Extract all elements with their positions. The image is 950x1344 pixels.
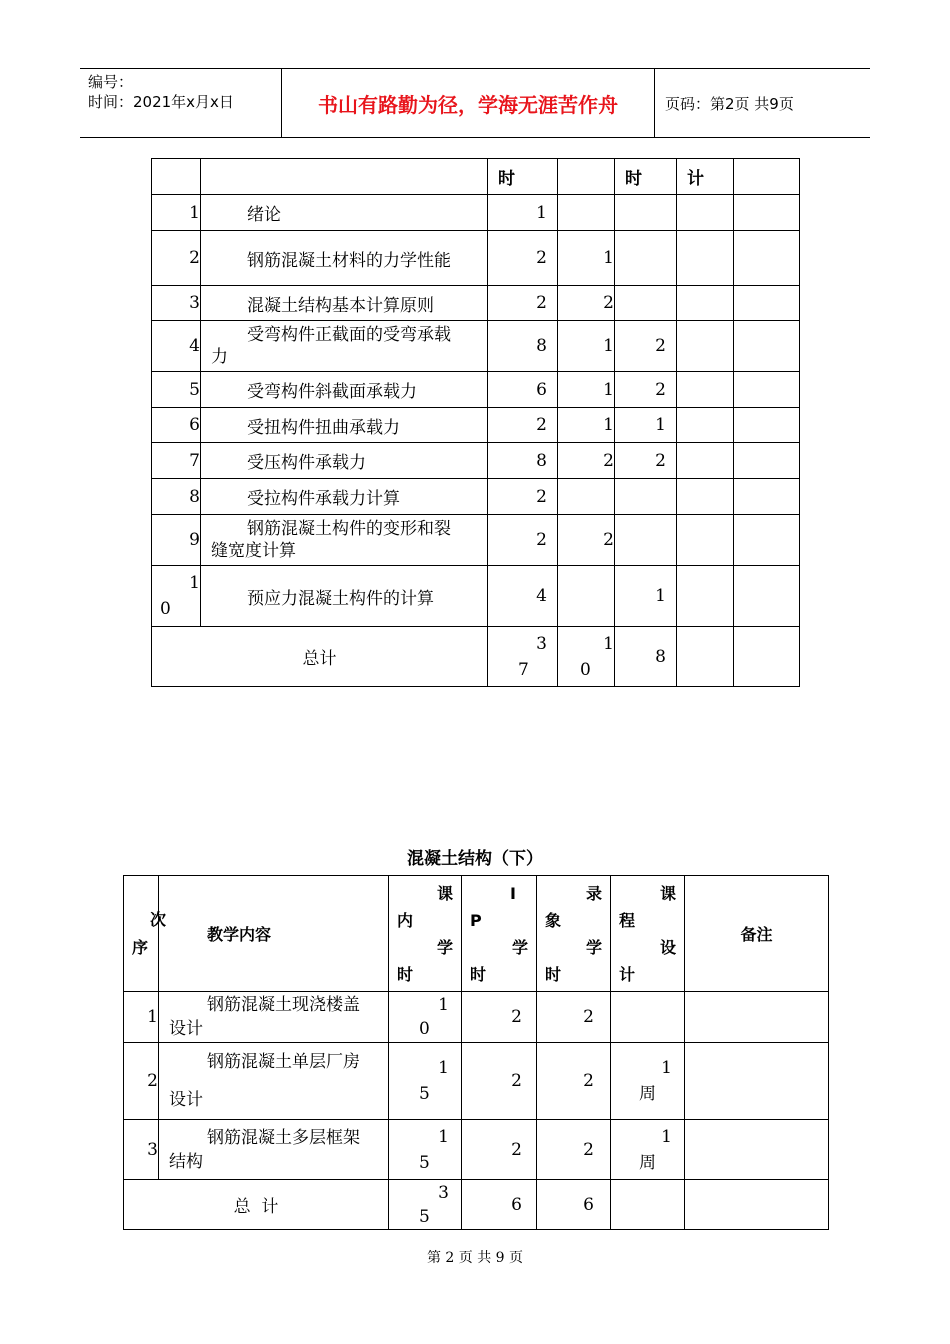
row-content: 受压构件承载力 <box>201 443 488 479</box>
row-number: 1 <box>124 992 159 1043</box>
row-content: 受弯构件正截面的受弯承载 力 <box>201 321 488 372</box>
header-remark: 备注 <box>685 876 829 992</box>
row-remark <box>685 1043 829 1120</box>
row-content: 受弯构件斜截面承载力 <box>201 372 488 408</box>
row-content: 钢筋混凝土构件的变形和裂 缝宽度计算 <box>201 515 488 566</box>
row-number: 2 <box>152 231 201 286</box>
row-value: 4 <box>488 566 558 627</box>
row-number: 9 <box>152 515 201 566</box>
row-cell <box>677 479 734 515</box>
table-row <box>152 479 800 515</box>
header-course-design: 课 程 设 计 <box>611 876 685 992</box>
row-value: 2 <box>488 515 558 566</box>
header-cell: 计 <box>677 159 734 195</box>
row-cell <box>734 515 800 566</box>
table-total-row <box>124 1180 829 1230</box>
row-ip: 2 <box>462 992 537 1043</box>
row-cell <box>677 443 734 479</box>
row-value: 1 <box>558 321 615 372</box>
header-cell <box>734 159 800 195</box>
table-row <box>152 321 800 372</box>
row-cell <box>677 566 734 627</box>
page-header <box>80 68 870 138</box>
row-value <box>615 195 677 231</box>
total-value: 1 0 <box>558 627 615 687</box>
row-content: 受扭构件扭曲承载力 <box>201 408 488 443</box>
header-order: 次 序 <box>124 876 159 992</box>
row-number: 5 <box>152 372 201 408</box>
total-ip: 6 <box>462 1180 537 1230</box>
table-row <box>124 1120 829 1180</box>
row-value: 2 <box>488 231 558 286</box>
table-header-row <box>124 876 829 992</box>
row-value <box>615 286 677 321</box>
table-row <box>152 443 800 479</box>
total-label: 总计 <box>152 627 488 687</box>
row-cell <box>677 286 734 321</box>
header-cell <box>201 159 488 195</box>
table-row <box>124 992 829 1043</box>
row-value: 2 <box>488 408 558 443</box>
row-value <box>615 515 677 566</box>
row-number: 3 <box>152 286 201 321</box>
row-cell <box>677 408 734 443</box>
row-value: 6 <box>488 372 558 408</box>
row-cell <box>734 566 800 627</box>
table-row <box>152 195 800 231</box>
row-video: 2 <box>537 1120 611 1180</box>
table-row <box>152 408 800 443</box>
row-cell <box>734 321 800 372</box>
total-label: 总 计 <box>124 1180 389 1230</box>
row-value: 1 <box>615 408 677 443</box>
row-cell <box>734 231 800 286</box>
course-hours-table-lower <box>123 875 829 1230</box>
row-number: 3 <box>124 1120 159 1180</box>
row-value <box>615 479 677 515</box>
row-cell <box>734 408 800 443</box>
header-ip-hours: I P 学 时 <box>462 876 537 992</box>
header-meta <box>80 69 282 137</box>
row-number: 2 <box>124 1043 159 1120</box>
number-label: 编号： <box>88 73 134 91</box>
total-value: 8 <box>615 627 677 687</box>
row-cell <box>734 195 800 231</box>
row-cell <box>677 627 734 687</box>
row-design <box>611 992 685 1043</box>
row-value: 1 <box>615 566 677 627</box>
total-video: 6 <box>537 1180 611 1230</box>
row-value: 2 <box>558 286 615 321</box>
row-lecture: 1 5 <box>389 1120 462 1180</box>
row-design: 1 周 <box>611 1120 685 1180</box>
row-value: 8 <box>488 321 558 372</box>
row-value: 2 <box>558 443 615 479</box>
header-content: 教学内容 <box>159 876 389 992</box>
time-label: 时间：2021年x月x日 <box>88 93 234 111</box>
row-number: 6 <box>152 408 201 443</box>
row-number: 8 <box>152 479 201 515</box>
row-lecture: 1 5 <box>389 1043 462 1120</box>
table-row <box>152 286 800 321</box>
header-cell <box>152 159 201 195</box>
table-row <box>152 372 800 408</box>
row-content: 钢筋混凝土现浇楼盖 设计 <box>159 992 389 1043</box>
table-row <box>152 515 800 566</box>
row-cell <box>677 321 734 372</box>
row-cell <box>677 515 734 566</box>
row-cell <box>677 231 734 286</box>
total-remark <box>685 1180 829 1230</box>
row-design: 1 周 <box>611 1043 685 1120</box>
row-value: 2 <box>615 372 677 408</box>
table-total-row <box>152 627 800 687</box>
row-cell <box>677 195 734 231</box>
row-value: 2 <box>615 443 677 479</box>
row-number: 7 <box>152 443 201 479</box>
row-number: 1 <box>152 195 201 231</box>
row-value: 2 <box>615 321 677 372</box>
header-cell <box>558 159 615 195</box>
row-value: 1 <box>488 195 558 231</box>
row-value: 2 <box>488 286 558 321</box>
row-value <box>558 195 615 231</box>
header-cell: 时 <box>488 159 558 195</box>
table-row <box>124 1043 829 1120</box>
row-value: 1 <box>558 372 615 408</box>
row-content: 受拉构件承载力计算 <box>201 479 488 515</box>
row-content: 钢筋混凝土材料的力学性能 <box>201 231 488 286</box>
row-value: 2 <box>558 515 615 566</box>
row-content: 钢筋混凝土单层厂房 设计 <box>159 1043 389 1120</box>
table-header-row <box>152 159 800 195</box>
total-lecture: 3 5 <box>389 1180 462 1230</box>
row-lecture: 1 0 <box>389 992 462 1043</box>
row-remark <box>685 1120 829 1180</box>
header-motto: 书山有路勤为径，学海无涯苦作舟 <box>282 69 655 137</box>
row-value: 1 <box>558 408 615 443</box>
row-ip: 2 <box>462 1120 537 1180</box>
row-video: 2 <box>537 1043 611 1120</box>
row-value <box>558 479 615 515</box>
row-value: 2 <box>488 479 558 515</box>
table-row <box>152 566 800 627</box>
total-design <box>611 1180 685 1230</box>
row-content: 混凝土结构基本计算原则 <box>201 286 488 321</box>
row-cell <box>734 627 800 687</box>
row-number: 1 0 <box>152 566 201 627</box>
row-video: 2 <box>537 992 611 1043</box>
row-cell <box>734 286 800 321</box>
row-value: 8 <box>488 443 558 479</box>
page-footer: 第 2 页 共 9 页 <box>426 1250 524 1266</box>
row-cell <box>677 372 734 408</box>
header-lecture-hours: 课 内 学 时 <box>389 876 462 992</box>
row-cell <box>734 443 800 479</box>
row-content: 绪论 <box>201 195 488 231</box>
total-value: 3 7 <box>488 627 558 687</box>
row-value <box>558 566 615 627</box>
row-number: 4 <box>152 321 201 372</box>
header-video-hours: 录 象 学 时 <box>537 876 611 992</box>
course-hours-table-upper <box>151 158 800 687</box>
row-value: 1 <box>558 231 615 286</box>
row-content: 钢筋混凝土多层框架 结构 <box>159 1120 389 1180</box>
row-cell <box>734 372 800 408</box>
row-value <box>615 231 677 286</box>
table-row <box>152 231 800 286</box>
row-cell <box>734 479 800 515</box>
row-ip: 2 <box>462 1043 537 1120</box>
row-remark <box>685 992 829 1043</box>
header-page-info: 页码：第2页 共9页 <box>665 94 794 113</box>
header-cell: 时 <box>615 159 677 195</box>
section-title: 混凝土结构（下） <box>407 849 543 869</box>
row-content: 预应力混凝土构件的计算 <box>201 566 488 627</box>
